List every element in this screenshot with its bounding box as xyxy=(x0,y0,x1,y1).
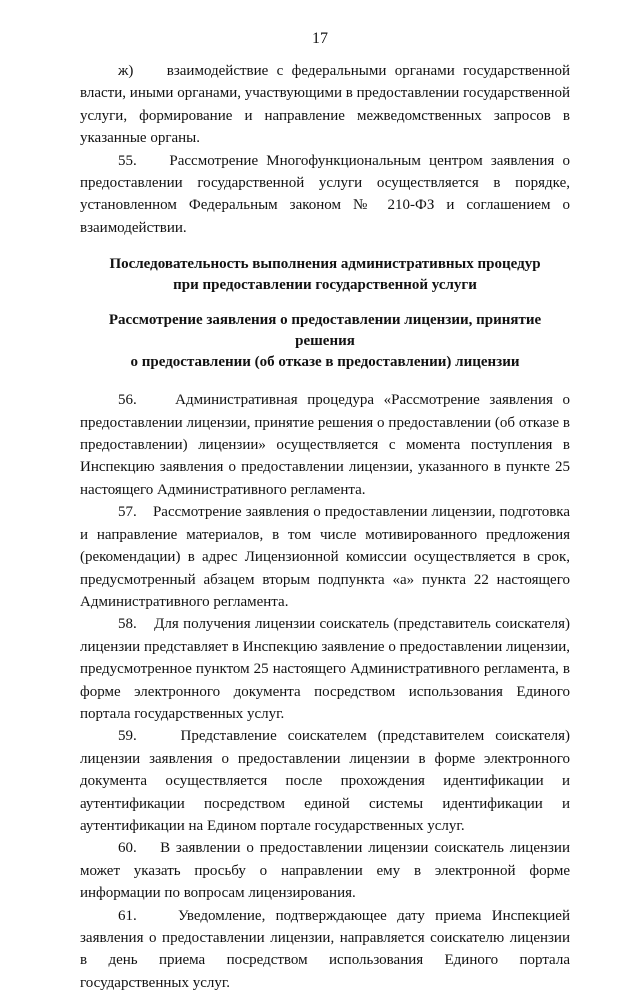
paragraph-58: 58. Для получения лицензии соискатель (представитель соискателя) лицензии представляет в Инспекцию заявление о предоставлении лицензии, предусмотренное пунктом 25 настоящего Административного регламента, в форме электронного документа посредством использования Единого портала государственных услуг. xyxy=(80,616,570,722)
paragraph-56: 56. Административная процедура «Рассмотрение заявления о предоставлении лицензии, принятие решения о предоставлении (об отказе в предоставлении) лицензии» осуществляется с момента поступления в Инспекцию заявления о предоставлении лицензии, указанного в пункте 25 настоящего Административного регламента. xyxy=(80,392,570,498)
paragraph-61: 61. Уведомление, подтверждающее дату приема Инспекцией заявления о предоставлении лицензии, направляется соискателю лицензии в день приема посредством использования Единого портала государственных услуг. xyxy=(80,907,570,991)
paragraph-zh: ж) взаимодействие с федеральными органами государственной власти, иными органами, участвующими в предоставлении государственной услуги, формирование и направление межведомственных запросов в указанные органы. xyxy=(80,63,570,147)
page-number: 17 xyxy=(312,30,328,47)
subsection-title-line-1: Рассмотрение заявления о предоставлении лицензии, принятие решения xyxy=(108,312,542,350)
section-title xyxy=(80,254,570,296)
paragraph-57: 57. Рассмотрение заявления о предоставлении лицензии, подготовка и направление материалов, в том числе мотивированного предложения (рекомендации) в адрес Лицензионной комиссии осуществляется в срок, предусмотренный абзацем вторым подпункта «а» пункта 22 настоящего Административного регламента. xyxy=(80,504,570,610)
document-body xyxy=(80,60,570,994)
paragraph-60: 60. В заявлении о предоставлении лицензии соискатель лицензии может указать просьбу о направлении ему в электронной форме информации по вопросам лицензирования. xyxy=(80,840,570,902)
paragraph-59: 59. Представление соискателем (представителем соискателя) лицензии заявления о предоставлении лицензии в форме электронного документа осуществляется после прохождения идентификации и аутентификации посредством единой системы идентификации и аутентификации на Едином портале государственных услуг. xyxy=(80,728,570,834)
paragraph-55: 55. Рассмотрение Многофункциональным центром заявления о предоставлении государственной услуги осуществляется в порядке, установленном Федеральным законом № 210-ФЗ и соглашением о взаимодействии. xyxy=(80,152,570,236)
section-title-line-2: при предоставлении государственной услуги xyxy=(173,277,477,294)
section-title-line-1: Последовательность выполнения административных процедур xyxy=(109,256,541,273)
subsection-title xyxy=(80,310,570,373)
subsection-title-line-2: о предоставлении (об отказе в предоставлении) лицензии xyxy=(130,354,520,371)
